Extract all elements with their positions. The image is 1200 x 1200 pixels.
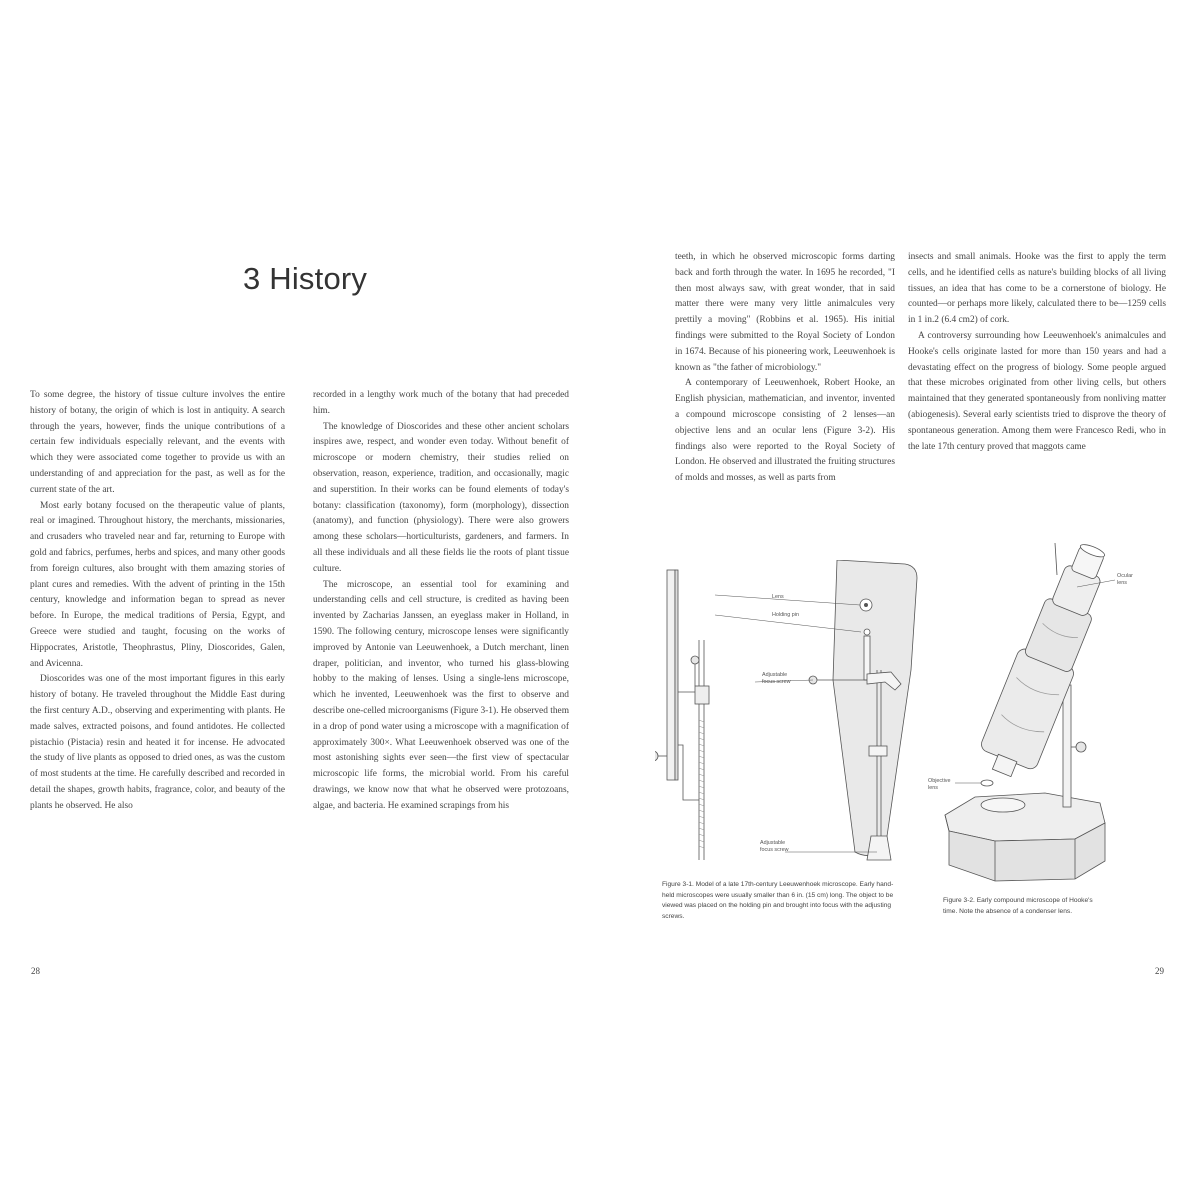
figure-hooke-microscope — [915, 535, 1175, 895]
pillar — [1063, 685, 1071, 807]
front-foot — [867, 836, 891, 860]
chapter-title: 3 History — [243, 260, 368, 296]
label-adjustable-focus-screw: Adjustable focus screw — [760, 840, 789, 853]
figure-leeuwenhoek-microscope — [655, 560, 935, 870]
objective-lens — [981, 780, 993, 786]
bracket — [678, 745, 699, 800]
page-number-right: 29 — [1155, 966, 1164, 976]
screw-threads — [699, 720, 704, 848]
paragraph: insects and small animals. Hooke was the first to apply the term cells, and he identified cells as nature's building blocks of all living tissues, an idea that has come to be a cornerstone of biology. He counted—or perhaps more likely, calculated there to be—1259 cells in 1 in.2 (6.4 cm2) of cork. — [908, 252, 1166, 326]
lens-center — [864, 603, 867, 606]
side-plate-edge — [675, 570, 678, 780]
label-objective-lens: Objective lens — [928, 778, 951, 791]
paragraph: The microscope, an essential tool for examining and understanding cells and cell structure, is credited as having been invented by Zacharias Janssen, an eyeglass maker in Holland, in 1590. The following century, microscope lenses were significantly improved by Antonie van Leeuwenhoek, a Dutch merchant, linen draper, politician, and inventor, who turned his glass-blowing hobby to the making of lenses. Using a single-lens microscope, which he invented, Leeuwenhoek was the first to observe and describe one-celled microorganisms (Figure 3-1). He observed them in a drop of pond water using a microscope with a magnification of approximately 300×. What Leeuwenhoek observed was one of the most astonishing sights ever seen—the first view of spectacular microscopic life forms, the microbial world. From his careful drawings, we know now that what he observed were protozoans, algae, and bacteria. He examined scrapings from his — [313, 579, 569, 811]
paragraph: A controversy surrounding how Leeuwenhoek's animalcules and Hooke's cells originate lasted for more than 150 years and had a devastating effect on the progress of biology. Some people argued that these microbes originated from other living cells, but others maintained that they generated spontaneously from nonliving matter (abiogenesis). Several early scientists tried to disprove the theory of spontaneous generation. Among them were Francesco Redi, who in the late 17th century proved that maggots came — [908, 330, 1166, 452]
figure-caption-3-1: Figure 3-1. Model of a late 17th-century Leeuwenhoek microscope. Early hand-held microscopes were usually smaller than 6 in. (15 cm) long. The object to be viewed was placed on the holding pin and brought into focus with the adjusting screws. — [662, 881, 894, 920]
stage — [981, 798, 1025, 812]
front-plate — [833, 560, 917, 856]
pillar-knob — [1076, 742, 1086, 752]
top-knob — [691, 656, 699, 664]
paragraph: To some degree, the history of tissue culture involves the entire history of botany, the origin of which is lost in antiquity. A search through the years, however, finds the unique contributions of a certain few individuals especially relevant, and the events with which they were associated come together to provide us with an understanding of and appreciation for the past, as well as for the current state of the art. — [30, 390, 285, 495]
body-column-4 — [908, 250, 1166, 455]
needle — [1055, 543, 1057, 575]
figure-caption-3-2: Figure 3-2. Early compound microscope of Hooke's time. Note the absence of a condenser lens. — [943, 897, 1093, 915]
paragraph: The knowledge of Dioscorides and these other ancient scholars inspires awe, respect, and wonder even today. Without benefit of microscope or modern chemistry, their studies relied on observation, reason, experience, tradition, and occasionally, magic and superstition. In their works can be found elements of today's botany: classification (taxonomy), form (morphology), dissection (anatomy), and function (physiology). There were also growers among these scholars—horticulturists, gardeners, and farmers. In all these individuals and all these fields lie the roots of plant tissue culture. — [313, 421, 569, 574]
holding-pin — [864, 636, 870, 680]
label-holding-pin: Holding pin — [772, 612, 799, 618]
paragraph: teeth, in which he observed microscopic forms darting back and forth through the water. In 1695 he recorded, "I then most always saw, with great wonder, that in said matter there were many very little animalcules very prettily a moving" (Robbins et al. 1965). His initial findings were submitted to the Royal Society of London in 1674. Because of his pioneering work, Leeuwenhoek is known as "the father of microbiology." — [675, 252, 895, 373]
pin-tip — [864, 629, 870, 635]
paragraph: Dioscorides was one of the most important figures in this early history of botany. He traveled throughout the Middle East during the first century A.D., observing and experimenting with plants. He made salves, extracted poisons, and found antidotes. He collected pistachio (Pistacia) resin and heated it for incense. He advocated the study of live plants as opposed to dried ones, as was the custom of most students at the time. He carefully described and recorded in detail the shapes, growth habits, fragrance, color, and beauty of the plants he observed. He also — [30, 674, 285, 811]
paragraph: Most early botany focused on the therapeutic value of plants, real or imagined. Throughout history, the merchants, missionaries, and crusaders who traveled near and far, returning to Europe with gold and fabrics, perfumes, herbs and spices, and many other goods from foreign cultures, also brought with them amazing stories of plant cures and remedies. With the advent of printing in the 15th century, knowledge and information began to spread as never before. In Europe, the medical traditions of Persia, Egypt, and Greece were studied and taught, focusing on the works of Hippocrates, Aristotle, Theophrastus, Pliny, Dioscorides, Galen, and Avicenna. — [30, 500, 285, 669]
body-column-2 — [313, 388, 569, 815]
body-column-3 — [675, 250, 895, 487]
paragraph: A contemporary of Leeuwenhoek, Robert Hooke, an English physician, mathematician, and inventor, invented a compound microscope consisting of 2 lenses—an objective lens and an ocular lens (Figure 3-2). His findings also were reported to the Royal Society of London. He observed and illustrated the fruiting structures of molds and mosses, as well as parts from — [675, 378, 895, 484]
slider-block — [695, 686, 709, 704]
paragraph: recorded in a lengthy work much of the botany that had preceded him. — [313, 390, 569, 416]
label-adjustable-focus-screw: Adjustable focus screw — [762, 672, 791, 685]
label-ocular-lens: Ocular lens — [1117, 573, 1133, 586]
front-clamp — [869, 746, 887, 756]
body-column-1 — [30, 388, 285, 815]
side-plate — [667, 570, 675, 780]
page-number-left: 28 — [31, 966, 40, 976]
base-top — [945, 793, 1105, 841]
label-lens: Lens — [772, 594, 784, 600]
knob — [655, 751, 658, 761]
